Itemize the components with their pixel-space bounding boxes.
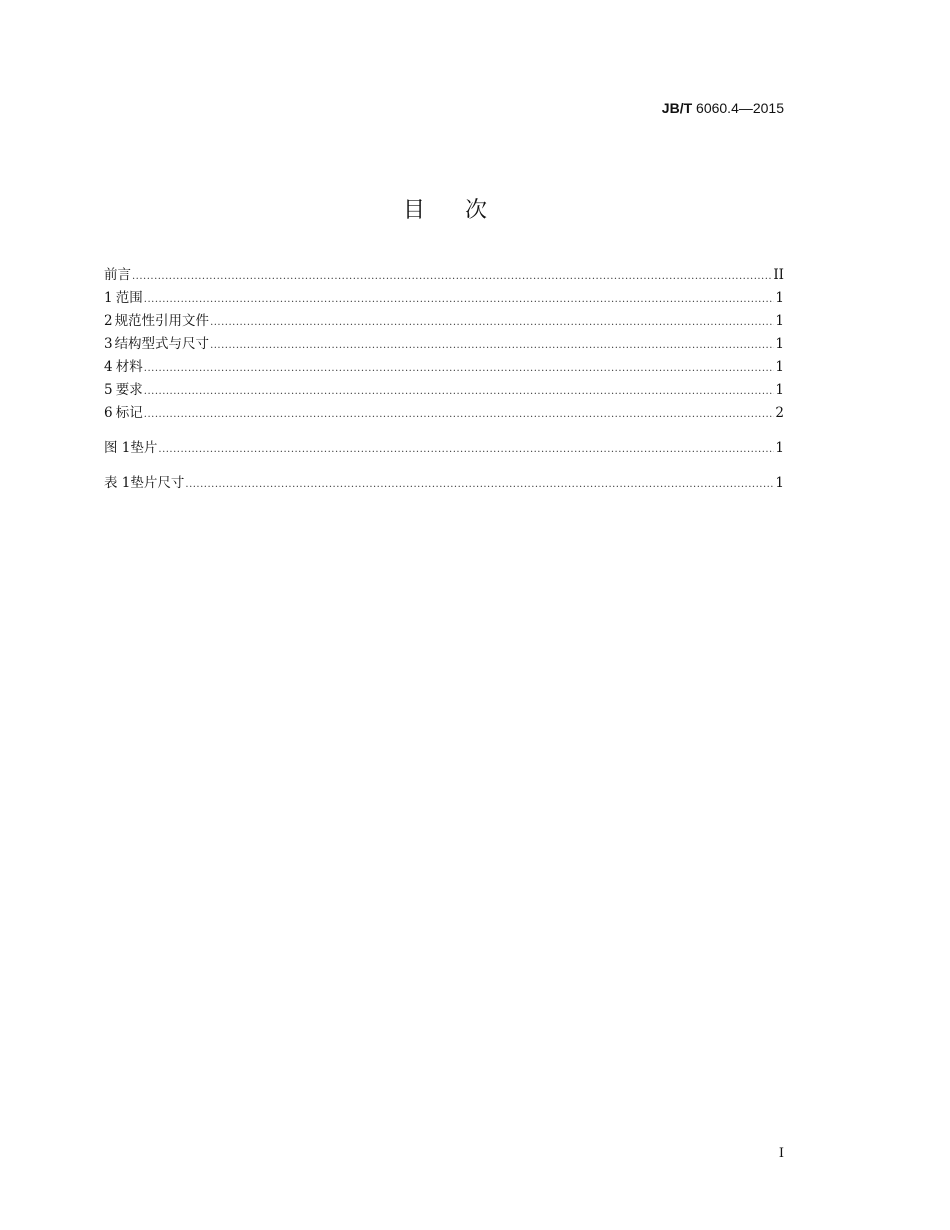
toc-entry-chapter-6[interactable]: [104, 402, 784, 425]
toc-entry-chapter-3[interactable]: [104, 333, 784, 356]
toc-leader-dots: [185, 473, 774, 496]
toc-entry-number: 3: [104, 336, 113, 352]
standard-number: [662, 100, 784, 116]
page-title: 目次: [402, 198, 527, 223]
toc-leader-dots: [158, 438, 774, 461]
standard-code: 6060.4—2015: [696, 100, 784, 116]
toc-entry-label: 要求: [115, 382, 143, 398]
toc-entry-label: 材料: [115, 359, 143, 375]
toc-entry-number: 6: [104, 405, 113, 421]
toc-entry-label: 前言: [104, 267, 131, 283]
toc-entry-chapter-4[interactable]: [104, 356, 784, 379]
toc-entry-page: 1: [775, 475, 784, 491]
toc-leader-dots: [132, 265, 772, 288]
toc-entry-chapter-2[interactable]: [104, 310, 784, 333]
standard-prefix: JB/T: [661, 100, 693, 116]
toc-entry-label: 范围: [115, 290, 143, 306]
toc-entry-figure-1[interactable]: [104, 437, 784, 460]
toc-entry-page: 1: [775, 440, 784, 456]
toc-entry-label: 结构型式与尺寸: [114, 336, 210, 352]
toc-leader-dots: [210, 334, 774, 357]
toc-leader-dots: [210, 311, 774, 334]
toc-leader-dots: [144, 357, 775, 380]
toc-entry-number: 4: [104, 359, 113, 375]
toc-entry-page: 1: [775, 290, 784, 306]
toc-leader-dots: [144, 403, 775, 426]
toc-entry-number: 表 1: [104, 475, 131, 491]
page-number: I: [778, 1146, 784, 1161]
toc-entry-table-1[interactable]: [104, 472, 784, 495]
toc-entry-label: 标记: [115, 405, 143, 421]
toc-entry-label: 垫片尺寸: [130, 475, 185, 491]
toc-entry-chapter-5[interactable]: [104, 379, 784, 402]
toc-entry-page: II: [773, 267, 784, 283]
toc-entry-chapter-1[interactable]: [104, 287, 784, 310]
table-of-contents: [104, 264, 784, 495]
toc-entry-number: 1: [104, 290, 113, 306]
toc-entry-page: 1: [775, 359, 784, 375]
toc-entry-page: 1: [775, 336, 784, 352]
toc-entry-number: 图 1: [104, 440, 131, 456]
toc-leader-dots: [144, 380, 775, 403]
toc-leader-dots: [144, 288, 775, 311]
toc-entry-page: 2: [775, 405, 784, 421]
toc-entry-number: 5: [104, 382, 113, 398]
toc-entry-label: 规范性引用文件: [114, 313, 210, 329]
toc-entry-foreword[interactable]: [104, 264, 784, 287]
toc-entry-label: 垫片: [130, 440, 158, 456]
toc-entry-page: 1: [775, 382, 784, 398]
toc-entry-number: 2: [104, 313, 113, 329]
toc-entry-page: 1: [775, 313, 784, 329]
